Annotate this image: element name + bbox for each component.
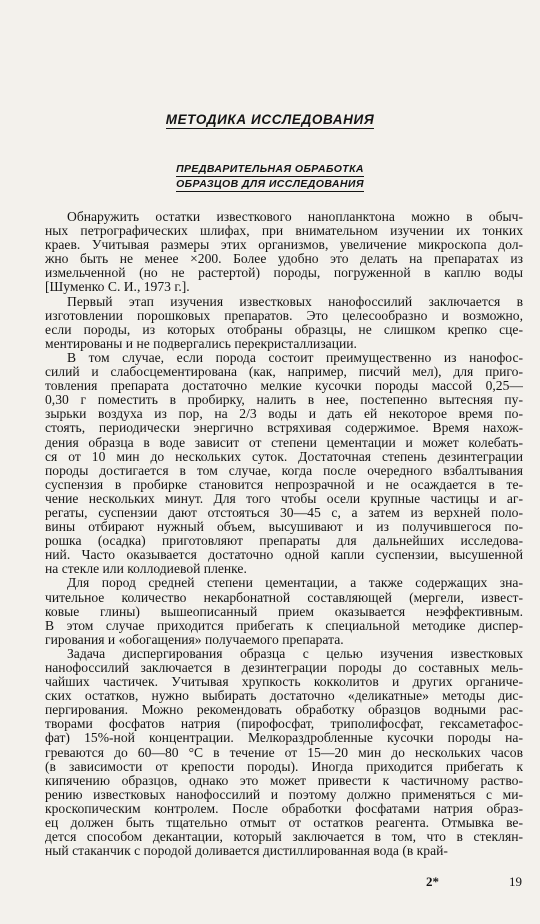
subsection-title-line-1: ПРЕДВАРИТЕЛЬНАЯ ОБРАБОТКА (176, 163, 364, 175)
text-line: ний. Часто оказывается достаточно одной капли суспензии, высушенной (45, 548, 523, 563)
text-line: регаты, суспензии дают отстояться 30—45 с, а затем из верхней поло- (45, 505, 523, 520)
text-line: стоять, периодически энергично встряхивая содержимое. Время нахож- (45, 421, 523, 436)
text-line: ковые глины) вышеописанный прием оказывается неэффективным. (45, 604, 523, 619)
text-line: творами фосфатов натрия (пирофосфат, триполифосфат, гексаметафос- (45, 717, 523, 732)
text-line: В этом случае приходится прибегать к специальной методике диспер- (45, 618, 523, 633)
text-line: товления препарата достаточно мелкие кусочки породы массой 0,25— (45, 379, 523, 394)
text-line: рошка (осадка) приготовляют препараты для дальнейших исследова- (45, 534, 523, 549)
text-line: измельченной (но не растертой) породы, погруженной в каплю воды (45, 266, 523, 281)
paragraph (45, 576, 523, 646)
text-line: нанофоссилий заключается в дезинтеграции породы до составных мель- (45, 661, 523, 675)
text-line: ец должен быть тщательно отмыт от остатков реагента. Отмывка ве- (45, 816, 523, 831)
text-line: кроскопическим контролем. После обработки фосфатами натрия образ- (45, 801, 523, 816)
body-text (45, 210, 523, 858)
text-line: пергирования. Можно рекомендовать обработку образцов водными рас- (45, 703, 523, 718)
subsection-title-line-2: ОБРАЗЦОВ ДЛЯ ИССЛЕДОВАНИЯ (176, 178, 364, 190)
text-line: суспензия в пробирке становится непрозрачной и не осаждается в те- (45, 477, 523, 492)
paragraph (45, 210, 523, 295)
text-line: (в зависимости от крепости породы). Иногда приходится прибегать к (45, 759, 523, 774)
text-line: рению известковых нанофоссилий и поэтому должно применяться с ми- (45, 787, 523, 802)
text-line: Первый этап изучения известковых нанофоссилий заключается в (67, 294, 523, 309)
text-line: ских остатков, нужно выбирать достаточно «деликатные» методы дис- (45, 689, 523, 704)
text-line: гирования и «обогащения» получаемого препарата. (45, 632, 344, 647)
text-line: жно быть не менее ×200. Более удобно это делать на препаратах из (45, 252, 523, 267)
text-line: Задача диспергирования образца с целью изучения известковых (67, 646, 523, 661)
text-line: зырьки воздуха из пор, на 2/3 воды и дать ей некоторое время по- (45, 407, 523, 422)
subsection-title (0, 162, 540, 192)
text-line: фат) 15%-ной концентрации. Мелкораздробленные кусочки породы на- (45, 731, 523, 746)
text-line: чайших частичек. Учитывая хрупкость кокколитов и других органиче- (45, 675, 523, 690)
text-line: Для пород средней степени цементации, а также содержащих зна- (67, 576, 523, 591)
text-line: чение нескольких минут. Для того чтобы осели крупные частицы и аг- (45, 491, 523, 506)
text-line: кипячению образцов, однако это может привести к частичному раство- (45, 773, 523, 788)
text-line: греваются до 60—80 °C в течение от 15—20 мин до нескольких часов (45, 745, 523, 760)
text-line: ных петрографических шлифах, при внимательном изучении их тонких (45, 224, 523, 239)
signature-mark: 2* (426, 874, 439, 889)
text-line: Обнаружить остатки известкового нанопланктона можно в обыч- (67, 210, 523, 224)
section-title-text: МЕТОДИКА ИССЛЕДОВАНИЯ (165, 112, 375, 127)
text-line: 0,30 г поместить в пробирку, налить в нее, постепенно вытесняя пу- (45, 393, 523, 408)
text-line: ментированы и не подвергались перекристаллизации. (45, 336, 357, 351)
text-line: В том случае, если порода состоит преимущественно из нанофос- (67, 350, 523, 365)
text-line: если породы, из которых отобраны образцы, не слишком крепко сце- (45, 322, 523, 337)
text-line: изготовлении порошковых препаратов. Это целесообразно и возможно, (45, 308, 523, 323)
text-line: ся от 10 мин до нескольких суток. Достаточная степень дезинтеграции (45, 449, 523, 464)
text-line: на стекле или коллодиевой пленке. (45, 562, 247, 577)
text-line: дется способом декантации, который заключается в том, что в стеклян- (45, 830, 523, 845)
text-line: породы достигается в том случае, когда после очередного взбалтывания (45, 463, 523, 478)
text-line: дения образца в воде зависит от степени цементации и может колебать- (45, 435, 523, 450)
page-number: 19 (509, 874, 522, 889)
text-line: ный стаканчик с породой доливается дистиллированная вода (в край- (45, 844, 448, 859)
text-line: краев. Учитывая размеры этих организмов, увеличение микроскопа дол- (45, 238, 523, 253)
paragraph (45, 647, 523, 858)
paragraph (45, 295, 523, 351)
paragraph (45, 351, 523, 577)
text-line: [Шуменко С. И., 1973 г.]. (45, 280, 190, 295)
text-line: вины отбирают нужный объем, высушивают и из получившегося по- (45, 520, 523, 535)
section-title (0, 112, 540, 127)
text-line: чительное количество некарбонатной составляющей (мергели, извест- (45, 590, 523, 605)
text-line: силий и слабосцементирована (как, например, писчий мел), для приго- (45, 365, 523, 380)
